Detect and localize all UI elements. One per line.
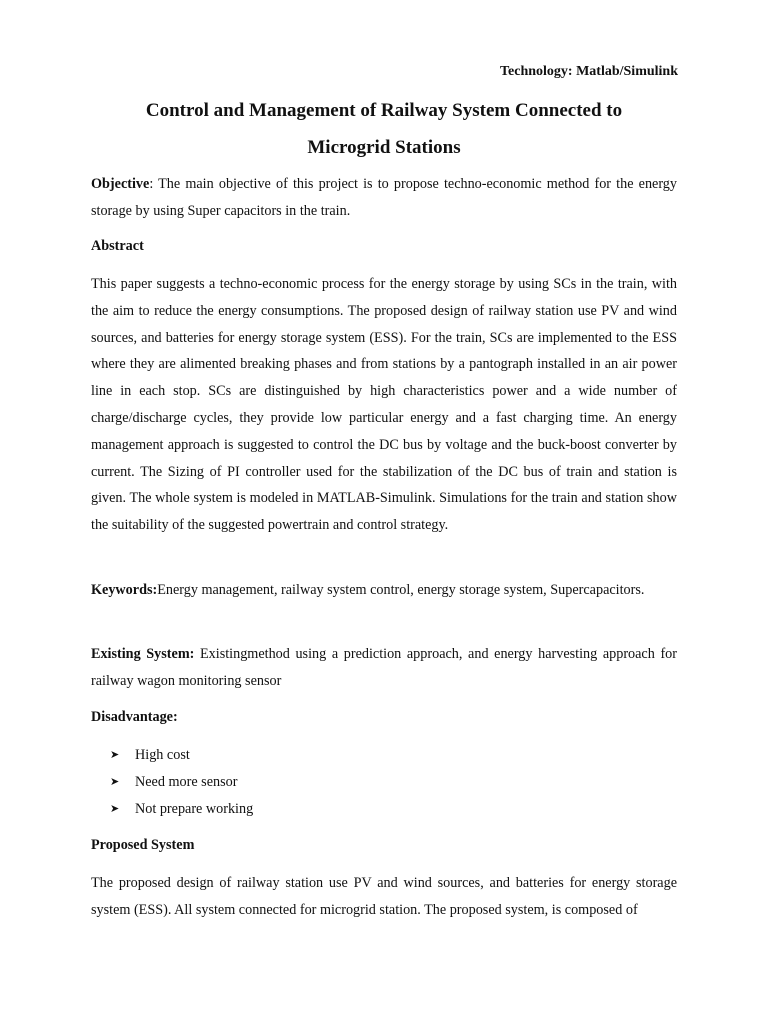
proposed-system-paragraph: The proposed design of railway station use PV and wind sources, and batteries for energy storage system (ESS). All system connected for microgrid station. The proposed system, is composed of	[91, 875, 677, 918]
list-item	[110, 769, 253, 796]
arrow-bullet-icon: ➤	[110, 803, 120, 815]
page-title	[91, 92, 677, 166]
list-item-text: High cost	[135, 747, 190, 763]
abstract-heading: Abstract	[91, 238, 144, 254]
proposed-system-heading: Proposed System	[91, 837, 195, 853]
technology-label: Technology: Matlab/Simulink	[499, 64, 678, 79]
disadvantage-heading: Disadvantage:	[91, 709, 178, 725]
existing-system-label: Existing System:	[91, 646, 195, 662]
list-item	[110, 742, 253, 769]
objective-text: : The main objective of this project is to propose techno-economic method for the energy storage by using Super capacitors in the train.	[91, 176, 677, 219]
keywords-label: Keywords:	[91, 582, 158, 598]
list-item-text: Not prepare working	[135, 801, 254, 817]
existing-system-paragraph	[91, 641, 677, 695]
objective-paragraph	[91, 171, 677, 225]
title-line-1: Control and Management of Railway System Connected to	[145, 100, 623, 121]
disadvantage-list	[110, 742, 253, 823]
abstract-paragraph: This paper suggests a techno-economic process for the energy storage by using SCs in the train, with the aim to reduce the energy consumptions. The proposed design of railway station use PV and wind sources, and batteries for energy storage system (ESS). For the train, SCs are implemented to the ESS where they are alimented breaking phases and from stations by a pantograph installed in an air power line in each stop. SCs are distinguished by high characteristics power and a wide number of charge/discharge cycles, they provide low particular energy and a fast charging time. An energy management approach is suggested to control the DC bus by voltage and the buck-boost converter by current. The Sizing of PI controller used for the stabilization of the DC bus of train and station is given. The whole system is modeled in MATLAB-Simulink. Simulations for the train and station show the suitability of the suggested powertrain and control strategy.	[91, 276, 677, 534]
title-line-2: Microgrid Stations	[307, 137, 461, 158]
arrow-bullet-icon: ➤	[110, 776, 120, 788]
keywords-paragraph	[91, 577, 677, 604]
existing-system-text: Existingmethod using a prediction approach, and energy harvesting approach for railway wagon monitoring sensor	[91, 646, 677, 689]
keywords-text: Energy management, railway system control, energy storage system, Supercapacitors.	[157, 582, 645, 598]
objective-label: Objective	[91, 176, 150, 192]
list-item	[110, 796, 253, 823]
list-item-text: Need more sensor	[135, 774, 238, 790]
arrow-bullet-icon: ➤	[110, 749, 120, 761]
